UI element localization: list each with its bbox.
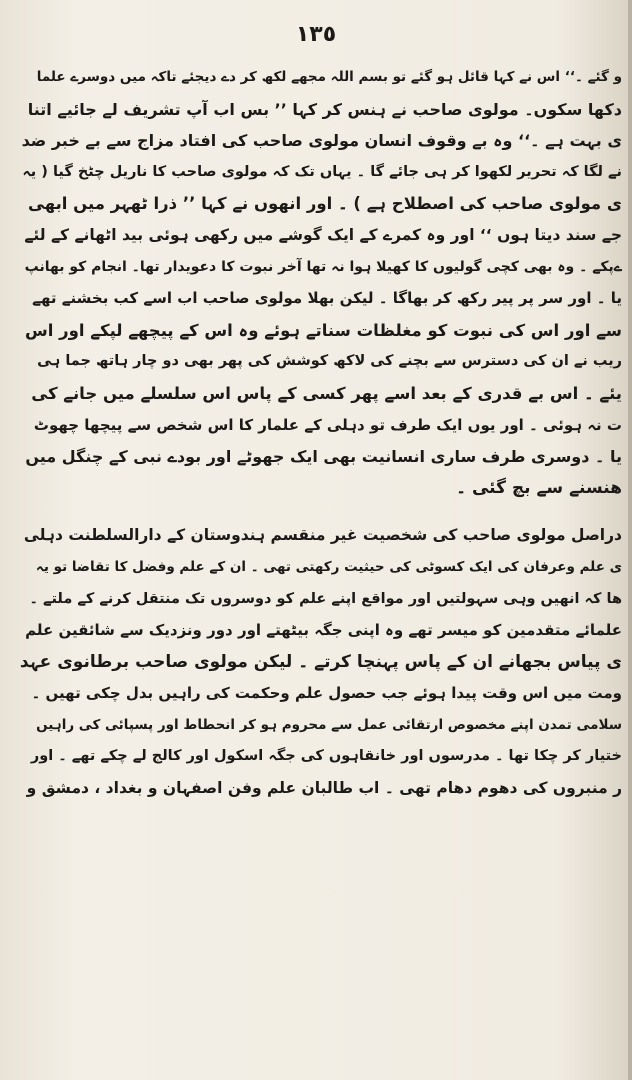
text-line: دکھا سکوں۔ مولوی صاحب نے ہنس کر کہا ’’ بس اب آپ تشریف لے جائیے اتنا	[27, 99, 622, 119]
text-line: دراصل مولوی صاحب کی شخصیت غیر منقسم ہندوستان کے دارالسلطنت دہلی	[23, 526, 622, 545]
text-line: جے سند دیتا ہوں ‘‘ اور وہ کمرے کے ایک گوشے میں رکھی ہوئی بید اٹھانے کے لئے	[24, 225, 622, 244]
page-edge	[628, 0, 632, 1080]
urdu-text-body	[18, 62, 622, 805]
text-line: یا ۔ دوسری طرف ساری انسانیت بھی ایک جھوٹے اور بودے نبی کے چنگل میں	[25, 447, 622, 467]
text-line: یئے ۔ اس بے قدری کے بعد اسے پھر کسی کے پاس اس سلسلے میں جانے کی	[31, 383, 622, 403]
text-line: نے لگا کہ تحریر لکھوا کر ہی جائے گا ۔ یہاں تک کہ مولوی صاحب کا ناریل چٹخ گیا ( یہ	[22, 163, 622, 180]
text-line: ی بہت ہے ۔‘‘ وہ بے وقوف انسان مولوی صاحب کی افتاد مزاج سے بے خبر ضد	[21, 131, 622, 151]
text-line: علمائے متقدمین کو میسر تھے وہ اپنی جگہ بیٹھتے اور دور ونزدیک سے شائقین علم	[25, 621, 622, 640]
text-line: ےپکے ۔ وہ بھی کچی گولیوں کا کھیلا ہوا نہ تھا آخر نبوت کا دعویدار تھا۔ انجام کو بھانپ	[24, 258, 622, 275]
page-number: ١٣٥	[295, 22, 337, 47]
text-line: ختیار کر چکا تھا ۔ مدرسوں اور خانقاہوں کی جگہ اسکول اور کالج لے چکے تھے ۔ اور	[30, 748, 622, 765]
text-line: سلامی تمدن اپنے مخصوص ارتقائی عمل سے محروم ہو کر انحطاط اور پسپائی کی راہیں	[36, 716, 622, 733]
text-line: یا ۔ اور سر پر پیر رکھ کر بھاگا ۔ لیکن بھلا مولوی صاحب اب اسے کب بخشنے تھے	[32, 289, 622, 308]
text-line: ھنسنے سے بچ گئی ۔	[456, 477, 622, 498]
text-line: ت نہ ہوئی ۔ اور یوں ایک طرف تو دہلی کے علمار کا اس شخص سے پیچھا چھوٹ	[33, 415, 622, 434]
text-line: ریب نے ان کی دسترس سے بچنے کی لاکھ کوشش کی پھر بھی دو چار ہاتھ جما ہی	[37, 353, 622, 370]
text-line: ی مولوی صاحب کی اصطلاح ہے ) ۔ اور انھوں نے کہا ’’ ذرا ٹھہر میں ابھی	[28, 194, 622, 214]
text-line: ھا کہ انھیں وہی سہولتیں اور مواقع اپنے علم کو دوسروں تک منتقل کرنے کے ملتے ۔	[29, 590, 622, 607]
text-line: ومت میں اس وقت پیدا ہوئے جب حصول علم وحکمت کی راہیں بدل چکی تھیں ۔	[31, 684, 622, 703]
text-line: و گئے ۔‘‘ اس نے کہا قائل ہو گئے تو بسم اللہ مجھے لکھ کر دے دیجئے تاکہ میں دوسرے علما	[36, 69, 622, 85]
text-line: ر منبروں کی دھوم دھام تھی ۔ اب طالبان علم وفن اصفہان و بغداد ، دمشق و	[26, 779, 622, 798]
paragraph-gap	[18, 504, 622, 520]
text-line: سے اور اس کی نبوت کو مغلظات سناتے ہوئے وہ اس کے پیچھے لپکے اور اس	[24, 320, 622, 340]
text-line: ی پیاس بجھانے ان کے پاس پہنچا کرتے ۔ لیکن مولوی صاحب برطانوی عہد	[19, 651, 622, 672]
text-line: ی علم وعرفان کی ایک کسوٹی کی حیثیت رکھتی تھی ۔ ان کے علم وفضل کا تقاضا تو یہ	[35, 558, 622, 575]
paragraph-2	[18, 520, 622, 804]
paragraph-1	[18, 62, 622, 504]
